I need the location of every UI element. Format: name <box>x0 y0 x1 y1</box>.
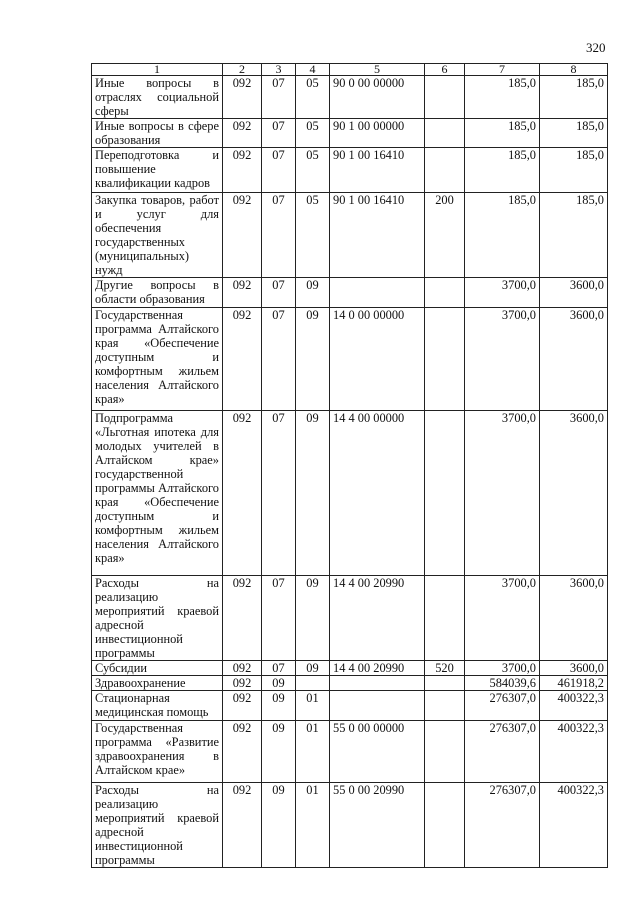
table-row <box>92 676 608 691</box>
subsection-code: 09 <box>296 278 330 308</box>
ministry-code: 092 <box>223 676 262 691</box>
ministry-code: 092 <box>223 148 262 193</box>
expense-type-code: 200 <box>425 193 465 278</box>
amount-year-2: 3600,0 <box>540 661 608 676</box>
ministry-code: 092 <box>223 76 262 119</box>
amount-year-1: 185,0 <box>465 148 540 193</box>
section-code: 07 <box>262 119 296 148</box>
table-row <box>92 661 608 676</box>
ministry-code: 092 <box>223 721 262 783</box>
ministry-code: 092 <box>223 308 262 411</box>
table-row <box>92 411 608 576</box>
row-name: Закупка товаров, работ и услуг для обеспечения государственных (муниципальных) нужд <box>92 193 223 278</box>
amount-year-2: 3600,0 <box>540 576 608 661</box>
expense-type-code: 520 <box>425 661 465 676</box>
expense-type-code <box>425 308 465 411</box>
amount-year-1: 276307,0 <box>465 783 540 868</box>
target-article-code: 90 0 00 00000 <box>330 76 425 119</box>
table-row <box>92 193 608 278</box>
amount-year-2: 3600,0 <box>540 411 608 576</box>
row-name: Иные вопросы в отраслях социальной сферы <box>92 76 223 119</box>
row-name: Расходы на реализацию мероприятий краевой адресной инвестиционной программы <box>92 576 223 661</box>
section-code: 09 <box>262 676 296 691</box>
target-article-code <box>330 278 425 308</box>
table-row <box>92 783 608 868</box>
header-row <box>92 64 608 76</box>
amount-year-2: 400322,3 <box>540 691 608 721</box>
target-article-code: 90 1 00 16410 <box>330 148 425 193</box>
ministry-code: 092 <box>223 119 262 148</box>
amount-year-1: 3700,0 <box>465 411 540 576</box>
subsection-code: 01 <box>296 691 330 721</box>
ministry-code: 092 <box>223 691 262 721</box>
target-article-code: 90 1 00 16410 <box>330 193 425 278</box>
amount-year-1: 3700,0 <box>465 278 540 308</box>
subsection-code: 09 <box>296 411 330 576</box>
row-name: Субсидии <box>92 661 223 676</box>
expense-type-code <box>425 411 465 576</box>
row-name: Государственная программа «Развитие здравоохранения в Алтайском крае» <box>92 721 223 783</box>
subsection-code: 09 <box>296 661 330 676</box>
ministry-code: 092 <box>223 278 262 308</box>
column-header: 5 <box>330 64 425 76</box>
amount-year-2: 461918,2 <box>540 676 608 691</box>
column-header: 4 <box>296 64 330 76</box>
target-article-code: 14 4 00 00000 <box>330 411 425 576</box>
table-row <box>92 278 608 308</box>
column-header: 3 <box>262 64 296 76</box>
expense-type-code <box>425 76 465 119</box>
table-row <box>92 691 608 721</box>
target-article-code <box>330 676 425 691</box>
subsection-code: 01 <box>296 721 330 783</box>
section-code: 07 <box>262 411 296 576</box>
section-code: 09 <box>262 783 296 868</box>
subsection-code: 05 <box>296 193 330 278</box>
row-name: Здравоохранение <box>92 676 223 691</box>
target-article-code: 55 0 00 20990 <box>330 783 425 868</box>
section-code: 07 <box>262 278 296 308</box>
section-code: 07 <box>262 661 296 676</box>
table-row <box>92 308 608 411</box>
amount-year-1: 185,0 <box>465 119 540 148</box>
table-row <box>92 576 608 661</box>
expense-type-code <box>425 676 465 691</box>
row-name: Расходы на реализацию мероприятий краевой адресной инвестиционной программы <box>92 783 223 868</box>
column-header: 8 <box>540 64 608 76</box>
ministry-code: 092 <box>223 576 262 661</box>
amount-year-1: 3700,0 <box>465 576 540 661</box>
ministry-code: 092 <box>223 411 262 576</box>
target-article-code: 55 0 00 00000 <box>330 721 425 783</box>
amount-year-1: 276307,0 <box>465 721 540 783</box>
expense-type-code <box>425 783 465 868</box>
table-row <box>92 119 608 148</box>
section-code: 09 <box>262 691 296 721</box>
expense-type-code <box>425 148 465 193</box>
section-code: 07 <box>262 148 296 193</box>
table-row <box>92 721 608 783</box>
expense-type-code <box>425 576 465 661</box>
subsection-code: 01 <box>296 783 330 868</box>
expense-type-code <box>425 691 465 721</box>
section-code: 07 <box>262 76 296 119</box>
page-number: 320 <box>586 40 606 55</box>
target-article-code: 90 1 00 00000 <box>330 119 425 148</box>
amount-year-2: 3600,0 <box>540 308 608 411</box>
row-name: Иные вопросы в сфере образования <box>92 119 223 148</box>
ministry-code: 092 <box>223 193 262 278</box>
table-row <box>92 76 608 119</box>
amount-year-2: 400322,3 <box>540 783 608 868</box>
ministry-code: 092 <box>223 783 262 868</box>
target-article-code <box>330 691 425 721</box>
row-name: Переподготовка и повышение квалификации кадров <box>92 148 223 193</box>
amount-year-2: 185,0 <box>540 193 608 278</box>
subsection-code <box>296 676 330 691</box>
column-header: 2 <box>223 64 262 76</box>
subsection-code: 09 <box>296 308 330 411</box>
amount-year-2: 3600,0 <box>540 278 608 308</box>
amount-year-2: 185,0 <box>540 119 608 148</box>
target-article-code: 14 4 00 20990 <box>330 661 425 676</box>
table-row <box>92 148 608 193</box>
section-code: 07 <box>262 576 296 661</box>
ministry-code: 092 <box>223 661 262 676</box>
expense-type-code <box>425 278 465 308</box>
section-code: 09 <box>262 721 296 783</box>
amount-year-1: 584039,6 <box>465 676 540 691</box>
row-name: Подпрограмма «Льготная ипотека для молодых учителей в Алтайском крае» государственной программы Алтайского края «Обеспечение доступным и комфортным жильем населения Алтайского края» <box>92 411 223 576</box>
section-code: 07 <box>262 193 296 278</box>
amount-year-1: 185,0 <box>465 76 540 119</box>
row-name: Стационарная медицинская помощь <box>92 691 223 721</box>
subsection-code: 09 <box>296 576 330 661</box>
expense-type-code <box>425 119 465 148</box>
amount-year-2: 400322,3 <box>540 721 608 783</box>
expense-type-code <box>425 721 465 783</box>
column-header: 6 <box>425 64 465 76</box>
amount-year-1: 3700,0 <box>465 661 540 676</box>
row-name: Государственная программа Алтайского края «Обеспечение доступным и комфортным жильем населения Алтайского края» <box>92 308 223 411</box>
subsection-code: 05 <box>296 148 330 193</box>
section-code: 07 <box>262 308 296 411</box>
row-name: Другие вопросы в области образования <box>92 278 223 308</box>
amount-year-1: 185,0 <box>465 193 540 278</box>
subsection-code: 05 <box>296 76 330 119</box>
target-article-code: 14 4 00 20990 <box>330 576 425 661</box>
amount-year-2: 185,0 <box>540 76 608 119</box>
subsection-code: 05 <box>296 119 330 148</box>
budget-table <box>91 63 608 868</box>
amount-year-1: 3700,0 <box>465 308 540 411</box>
amount-year-1: 276307,0 <box>465 691 540 721</box>
amount-year-2: 185,0 <box>540 148 608 193</box>
target-article-code: 14 0 00 00000 <box>330 308 425 411</box>
column-header: 1 <box>92 64 223 76</box>
column-header: 7 <box>465 64 540 76</box>
